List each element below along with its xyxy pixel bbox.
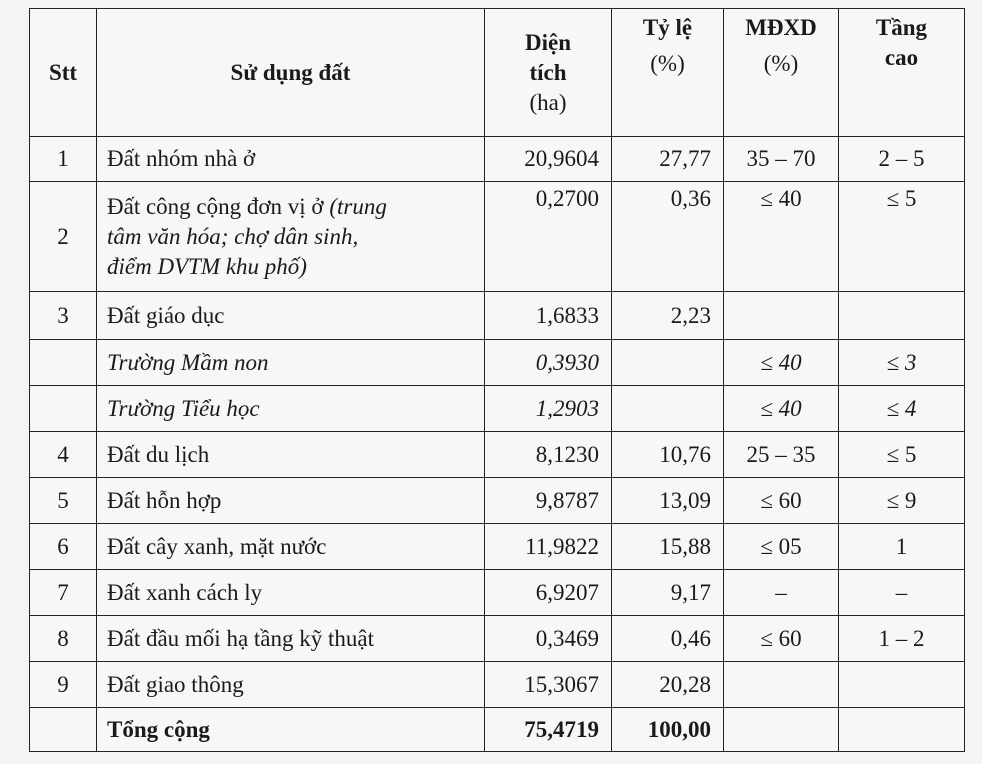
- row-stt: 8: [30, 616, 97, 662]
- row-ratio: [612, 340, 724, 386]
- row-stt: 5: [30, 478, 97, 524]
- row-ratio: 0,36: [612, 182, 724, 292]
- row-name: Đất hỗn hợp: [97, 478, 485, 524]
- row-floors: ≤ 9: [839, 478, 965, 524]
- row-stt: [30, 340, 97, 386]
- table-row: [30, 432, 965, 478]
- total-ratio: 100,00: [612, 708, 724, 752]
- table-row: [30, 292, 965, 340]
- row-ratio: 15,88: [612, 524, 724, 570]
- total-area: 75,4719: [485, 708, 612, 752]
- table-row: [30, 182, 965, 292]
- row-density: 35 – 70: [724, 137, 839, 182]
- row-floors: 1 – 2: [839, 616, 965, 662]
- row-stt: 7: [30, 570, 97, 616]
- land-use-table: [29, 8, 965, 752]
- row-area: 11,9822: [485, 524, 612, 570]
- table-row: [30, 616, 965, 662]
- row-density: –: [724, 570, 839, 616]
- row-name: Đất giao thông: [97, 662, 485, 708]
- row-name: Đất du lịch: [97, 432, 485, 478]
- row-floors: ≤ 4: [839, 386, 965, 432]
- row-floors: [839, 662, 965, 708]
- header-floors-line1: Tầng: [875, 15, 928, 40]
- row-floors: 1: [839, 524, 965, 570]
- row-name-note-3: điểm DVTM khu phố): [107, 253, 307, 279]
- header-density-line1: MĐXD: [745, 15, 817, 40]
- row-area: 15,3067: [485, 662, 612, 708]
- table-row: [30, 524, 965, 570]
- row-ratio: 9,17: [612, 570, 724, 616]
- header-area-line1: Diện: [525, 29, 571, 55]
- header-area-line2: tích: [529, 59, 567, 85]
- row-floors: ≤ 3: [839, 340, 965, 386]
- header-density-line2: (%): [763, 51, 799, 76]
- row-name: Đất xanh cách ly: [97, 570, 485, 616]
- table-row: [30, 340, 965, 386]
- total-row: [30, 708, 965, 752]
- table-row: [30, 662, 965, 708]
- row-area: 1,2903: [485, 386, 612, 432]
- row-floors: 2 – 5: [839, 137, 965, 182]
- table-row: [30, 386, 965, 432]
- row-name: [97, 182, 485, 292]
- row-ratio: 27,77: [612, 137, 724, 182]
- row-ratio: 0,46: [612, 616, 724, 662]
- row-name-note-2: tâm văn hóa; chợ dân sinh,: [107, 223, 359, 249]
- row-stt: 9: [30, 662, 97, 708]
- row-ratio: 13,09: [612, 478, 724, 524]
- row-ratio: [612, 386, 724, 432]
- row-area: 9,8787: [485, 478, 612, 524]
- row-stt: 2: [30, 182, 97, 292]
- row-stt: 1: [30, 137, 97, 182]
- row-stt: [30, 386, 97, 432]
- header-ratio: [612, 9, 724, 137]
- row-name: Đất giáo dục: [97, 292, 485, 340]
- row-density: ≤ 05: [724, 524, 839, 570]
- row-ratio: 2,23: [612, 292, 724, 340]
- row-area: 6,9207: [485, 570, 612, 616]
- row-ratio: 20,28: [612, 662, 724, 708]
- row-floors: ≤ 5: [839, 432, 965, 478]
- header-density: [724, 9, 839, 137]
- row-density: ≤ 60: [724, 616, 839, 662]
- row-name-note-1: (trung: [329, 193, 387, 219]
- row-area: 8,1230: [485, 432, 612, 478]
- table-row: [30, 478, 965, 524]
- header-land-use: Sử dụng đất: [97, 9, 485, 137]
- header-floors: [839, 9, 965, 137]
- total-floors: [839, 708, 965, 752]
- total-stt: [30, 708, 97, 752]
- row-density: [724, 292, 839, 340]
- row-density: ≤ 40: [724, 340, 839, 386]
- row-density: 25 – 35: [724, 432, 839, 478]
- row-name: Đất đầu mối hạ tầng kỹ thuật: [97, 616, 485, 662]
- row-name-main: Đất công cộng đơn vị ở: [107, 193, 330, 219]
- row-stt: 3: [30, 292, 97, 340]
- row-density: ≤ 60: [724, 478, 839, 524]
- table-row: [30, 570, 965, 616]
- header-ratio-line1: Tỷ lệ: [642, 15, 693, 40]
- row-name: Trường Mầm non: [97, 340, 485, 386]
- row-area: 0,3930: [485, 340, 612, 386]
- row-floors: –: [839, 570, 965, 616]
- row-density: ≤ 40: [724, 182, 839, 292]
- row-name: Trường Tiểu học: [97, 386, 485, 432]
- table-row: [30, 137, 965, 182]
- header-area: [485, 9, 612, 137]
- row-name: Đất cây xanh, mặt nước: [97, 524, 485, 570]
- row-stt: 4: [30, 432, 97, 478]
- header-area-line3: (ha): [529, 89, 567, 115]
- land-use-table-container: [29, 8, 965, 752]
- header-floors-line2: cao: [884, 45, 919, 70]
- row-ratio: 10,76: [612, 432, 724, 478]
- total-density: [724, 708, 839, 752]
- row-floors: ≤ 5: [839, 182, 965, 292]
- row-name: Đất nhóm nhà ở: [97, 137, 485, 182]
- row-area: 0,2700: [485, 182, 612, 292]
- header-ratio-line2: (%): [650, 51, 685, 76]
- row-name-line1: [107, 192, 476, 222]
- row-area: 0,3469: [485, 616, 612, 662]
- row-area: 20,9604: [485, 137, 612, 182]
- row-stt: 6: [30, 524, 97, 570]
- row-floors: [839, 292, 965, 340]
- header-row: [30, 9, 965, 137]
- row-density: ≤ 40: [724, 386, 839, 432]
- row-area: 1,6833: [485, 292, 612, 340]
- total-label: Tổng cộng: [97, 708, 485, 752]
- header-stt: Stt: [30, 9, 97, 137]
- row-density: [724, 662, 839, 708]
